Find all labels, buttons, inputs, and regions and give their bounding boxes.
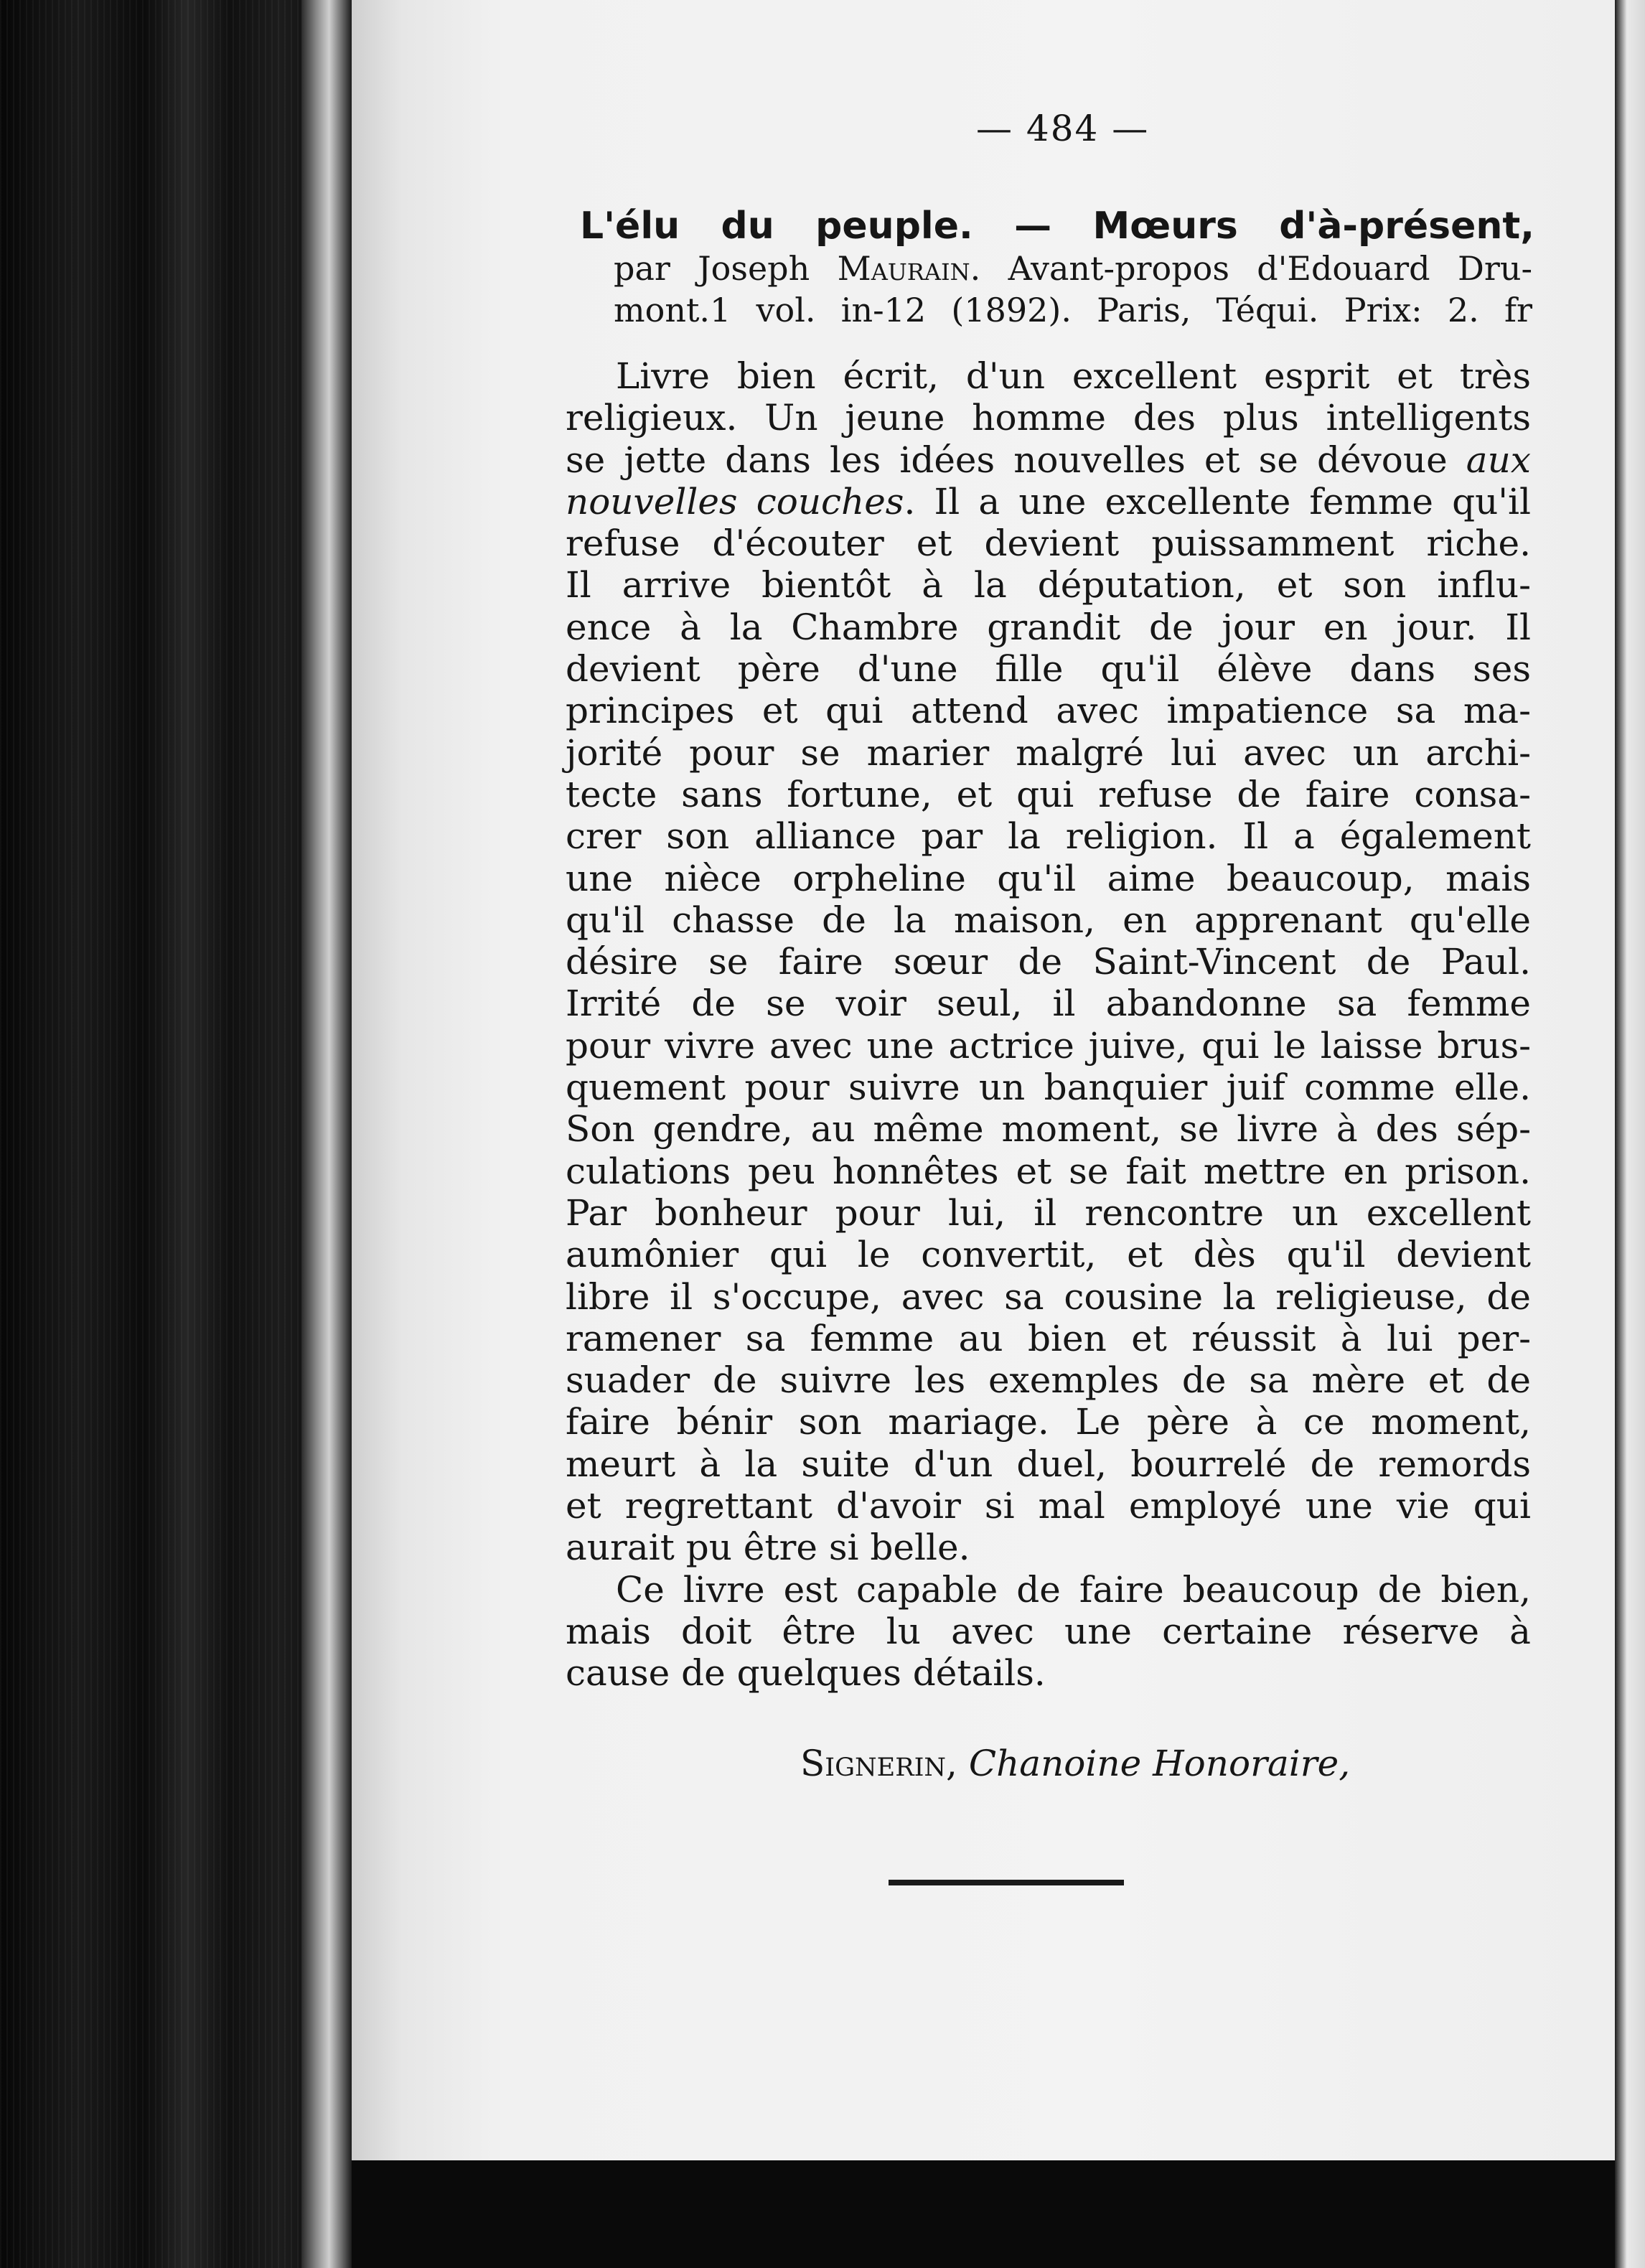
- text-line: principes et qui attend avec impatience sa ma-: [566, 690, 1531, 732]
- text-run: . Il a une excellente femme qu'il: [904, 480, 1532, 523]
- text-line: pour vivre avec une actrice juive, qui le laisse brus-: [566, 1024, 1531, 1067]
- entry-heading: [580, 205, 1534, 248]
- text-line: mais doit être lu avec une certaine réserve à: [566, 1610, 1531, 1652]
- text-line: ramener sa femme au bien et réussit à lui per-: [566, 1317, 1531, 1359]
- text-line: [566, 439, 1531, 481]
- meta-line: mont.1 vol. in-12 (1892). Paris, Téqui. Prix: 2. fr: [614, 291, 1532, 329]
- spine-edge: [301, 0, 352, 2268]
- text-line: aurait pu être si belle.: [566, 1527, 970, 1569]
- text-line: devient père d'une fille qu'il élève dans ses: [566, 648, 1531, 690]
- text-line: Il arrive bientôt à la députation, et son influ-: [566, 564, 1531, 606]
- text-line: Par bonheur pour lui, il rencontre un excellent: [566, 1191, 1531, 1234]
- text-line: ence à la Chambre grandit de jour en jour. Il: [566, 606, 1531, 648]
- entry-separator: —: [1014, 205, 1052, 248]
- text-line: tecte sans fortune, et qui refuse de faire consa-: [566, 773, 1531, 815]
- text-line: religieux. Un jeune homme des plus intelligents: [566, 397, 1531, 439]
- text-line: Son gendre, au même moment, se livre à des sép-: [566, 1108, 1531, 1151]
- page-right-edge: [1615, 0, 1645, 2268]
- text-line: culations peu honnêtes et se fait mettre en prison.: [566, 1150, 1531, 1192]
- scan-bottom-band: [352, 2160, 1615, 2268]
- text-line: Livre bien écrit, d'un excellent esprit et très: [616, 355, 1531, 397]
- text-line: faire bénir son mariage. Le père à ce moment,: [566, 1401, 1531, 1443]
- text-line: libre il s'occupe, avec sa cousine la religieuse, de: [566, 1275, 1531, 1318]
- text-line: jorité pour se marier malgré lui avec un archi-: [566, 731, 1531, 774]
- italic-run: nouvelles couches: [566, 480, 904, 523]
- text-run: se jette dans les idées nouvelles et se dévoue: [566, 439, 1466, 481]
- review-text: [566, 355, 1531, 1695]
- text-line: et regrettant d'avoir si mal employé une vie qui: [566, 1485, 1531, 1527]
- text-line: cause de quelques détails.: [566, 1652, 1046, 1695]
- text-line: désire se faire sœur de Saint-Vincent de Paul.: [566, 941, 1531, 983]
- text-line: Ce livre est capable de faire beaucoup de bien,: [616, 1568, 1531, 1611]
- meta-prefix: par Joseph: [614, 249, 838, 288]
- entry-meta: [614, 248, 1532, 331]
- end-rule: [889, 1880, 1124, 1885]
- text-line: suader de suivre les exemples de sa mère et de: [566, 1359, 1531, 1402]
- italic-run: aux: [1466, 439, 1531, 481]
- text-line: quement pour suivre un banquier juif comme elle.: [566, 1067, 1531, 1109]
- signature-name: Signerin: [800, 1743, 947, 1784]
- text-line: une nièce orpheline qu'il aime beaucoup, mais: [566, 857, 1531, 899]
- text-line: aumônier qui le convertit, et dès qu'il devient: [566, 1234, 1531, 1276]
- entry-subtitle: Mœurs d'à-présent,: [1092, 205, 1534, 248]
- text-line: meurt à la suite d'un duel, bourrelé de remords: [566, 1443, 1531, 1485]
- page-number: — 484 —: [976, 108, 1150, 149]
- entry-title: L'élu du peuple.: [580, 205, 973, 248]
- signature: [800, 1743, 1350, 1784]
- text-line: Irrité de se voir seul, il abandonne sa femme: [566, 983, 1531, 1025]
- signature-title: Chanoine Honoraire,: [968, 1743, 1351, 1784]
- meta-suffix: . Avant-propos d'Edouard Dru-: [970, 249, 1533, 288]
- text-line: refuse d'écouter et devient puissamment riche.: [566, 523, 1531, 565]
- author-name: Maurain: [837, 249, 970, 288]
- text-line: qu'il chasse de la maison, en apprenant qu'elle: [566, 899, 1531, 941]
- meta-line: [614, 248, 1532, 289]
- signature-comma: ,: [946, 1743, 969, 1784]
- text-line: crer son alliance par la religion. Il a également: [566, 815, 1531, 858]
- text-line: [566, 481, 1531, 523]
